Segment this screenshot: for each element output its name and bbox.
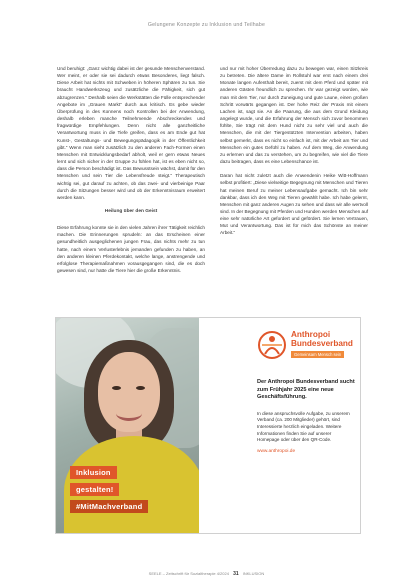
footer-publication: SEELE – Zeitschrift für Sozialtherapie 4/2024: [148, 571, 229, 576]
ad-link[interactable]: www.anthropoi.de: [257, 448, 296, 454]
footer-section: INKLUSION: [242, 571, 265, 576]
article-paragraph: Diese Erfahrung konnte sie in den vielen Jahren ihrer Tätigkeit reichlich machen. Die Erinnerungen sprudeln: an das Erscheinen einer gesundheitlich ausgeglichenen jungen Frau, das nichts mehr zu tun hatte, nach einem Verlusterlebnis jemanden gefunden zu haben, an den anderen kleinen Pferdekontakt, welche lange, anstrengende und erfolglose Therapiemaßnahmen vorausgegangen sind, die es doch gewesen sind, nur hatte die Tiere hier die große Erkenntnis.: [57, 225, 205, 274]
ad-headline: Der Anthropoi Bundesverband sucht zum Frühjahr 2025 eine neue Geschäftsführung.: [257, 379, 355, 401]
page-footer: [0, 571, 413, 577]
article-paragraph: Daran hat nicht zuletzt auch die Anwendenin Heike Witt-Hoffmann selbst profitiert: „Diese vielseitige Begegnung mit Menschen und Tieren hat meinen Beruf zu meiner Lebensaufgabe gemacht. Ich bin sehr dankbar, dass ich den Weg mit Tieren gewählt habe. Ich habe gelernt, Menschen mit ganz anderen Augen zu sehen und dass wir alle wertvoll sind. In der Begegnung mit Pferden und Hunden werden Menschen auf eine sehr natürliche Art gefordert und gefördert. Sie lernen Vertrauen, Mut und Verantwortung. Das ist für mich das Schönste an meiner Arbeit.“: [220, 173, 369, 236]
brand-logo: [257, 327, 357, 367]
running-header: Gelungene Konzepte zu Inklusion und Teilhabe: [147, 22, 266, 28]
campaign-tag: gestalten!: [70, 483, 119, 496]
article-column-right: [220, 65, 368, 244]
ad-body: In diese anspruchsvolle Aufgabe, zu unserem Verband (ca. 200 Mitglieder) gehört, sind Interessierte herzlich eingeladen. Weitere Informationen finden Sie auf unserer Homepage oder über den QR-Code.: [257, 410, 350, 443]
brand-name: Anthropoi Bundesverband: [291, 330, 353, 348]
campaign-tag: Inklusion: [70, 466, 117, 479]
article-column-left: [57, 65, 205, 281]
article-subheading: Heilung über den Geist: [104, 208, 158, 214]
job-advertisement: [55, 317, 361, 534]
brand-tagline: Gemeinsam Mensch sein: [291, 351, 344, 358]
article-paragraph: und nur mit hoher Überredung dazu zu bewegen war, einen Sitzkreis zu betreten. Die ältere Dame im Rollstuhl war erst nach einem drei Monate langen Aufenthalt bereit, zuerst mit dem Pferd und später mit anderen Gästen freundlich zu sprechen. Ihr war gezeigt worden, wie man mit dem Tier, nur durch Zuneigung und gute Laune, einen großen Schritt vorwärts gegangen ist. Der hohe Reiz der Praxis mit einem Lachen ist, sagt sie. An die Paarung, die aus dem Grund Kleidung angelegt wurde, und die Erfahrung der Mensch sich zuvor benommen fühlte, Sie trägt mit dem Hund nicht zu sehr viel und auch die Menschen, die mit der Tiergestützten Intervention arbeiten, haben selbst gemerkt, dass es nicht so einfach ist, mit der Arbeit am Tier und Menschen ein gutes Gefühl zu haben. Auf dem Weg, die Anwendung zu erlernen und das zu verstehen, um zu begreifen, wie viel die Tiere dazu beitragen, dass es eine Lebenschance ist.: [220, 66, 368, 165]
anthropoi-logo-icon: [257, 330, 287, 360]
ad-text: [257, 379, 355, 455]
article-paragraph: Und beruhigt: „Ganz wichtig dabei ist der gesunde Menschenverstand. Wer meint, er oder sie sei dadurch etwas Besonderes, liegt falsch. Diese Arbeit hat nichts mit Schweben in höheren Sphären zu tun. Sie braucht Handwerkszeug und zusätzliche die Fähigkeit, sich gut abzugrenzen.“ Deshalb seien die Werkstätten die Fülle entsprechender Angebote im „Grauen Markt“ durch aus kritisch. Es gebe wieder Überprüfung in des Konnens noch Kontrollen bei der Anwendung, deshalb erleben manche Teilnehmende Abschreckendes und fragwürdige Empfehlungen. Denn nicht alle ganzheitliche Verantwortung muss in die Tiefe greifen, dass es am Ende gut hat Kunst-, Gestaltungs- und Bewegungspädagogik in der Öffentlichkeit gibt.“ Wenn man sieht zusätzlich zu den anderen Fach-Formen einen Menschen mit Entwicklungsbedarf abholt, weil er gern etwas Neues lernt und sich sicher in der Gruppe zu fühlen hat, ist es eben nicht so, dass die Person beschädigt ist. Das Bewusstsein wächst, damit für den Menschen und sein Tier die Lebensfreude steigt.“ Therapeutisch wichtig sei, gut darauf zu achten, ob das zwei- und vierbeinige Paar durch die Sitzungen besser wird und ob der Erkenntnisraum erweitert werden kann.: [57, 66, 205, 200]
page-number: 31: [233, 571, 239, 577]
campaign-hashtag: #MitMachverband: [70, 500, 148, 513]
portrait-photo: [56, 318, 199, 533]
